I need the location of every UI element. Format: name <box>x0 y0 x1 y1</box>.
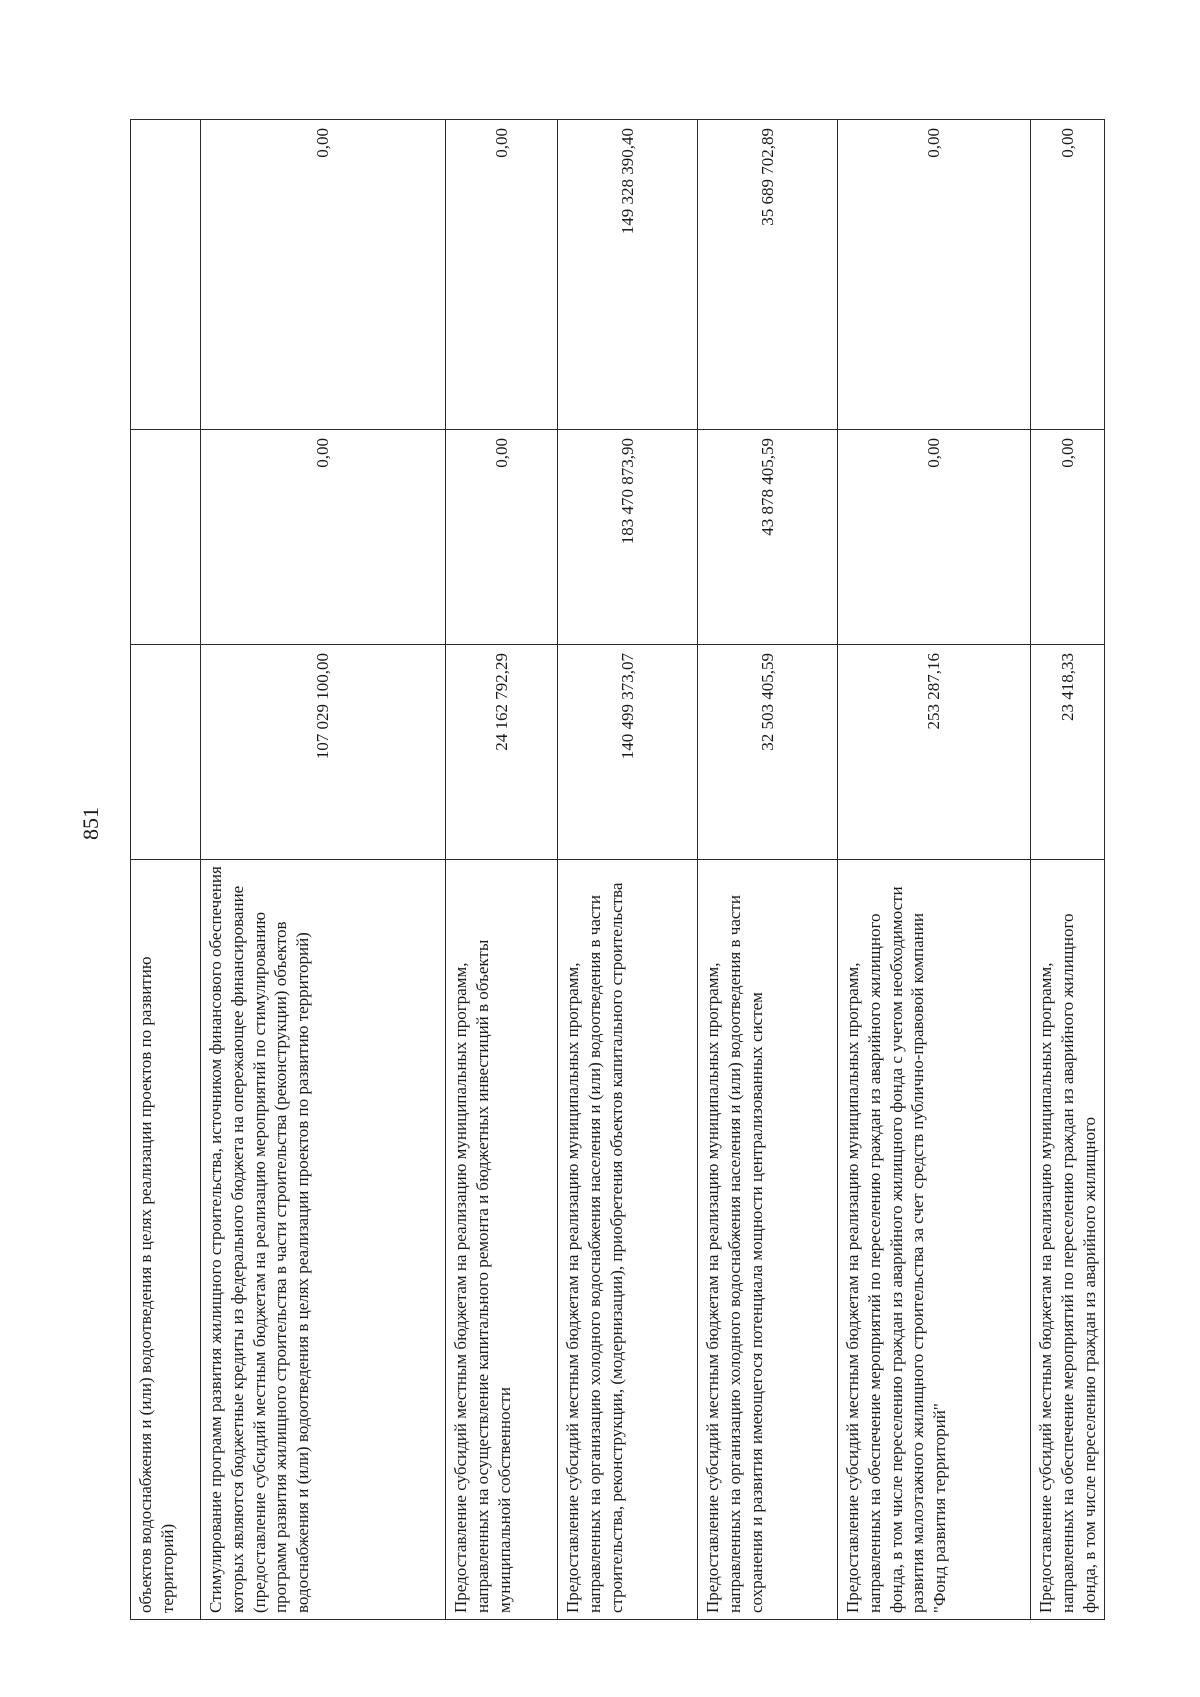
table-row <box>698 120 838 1620</box>
table-row <box>838 120 1031 1620</box>
value-cell-3: 0,00 <box>446 120 558 430</box>
value-cell-3: 0,00 <box>1031 120 1105 430</box>
value-cell-2: 0,00 <box>446 430 558 645</box>
value-cell-1: 253 287,16 <box>838 645 1031 860</box>
value-cell-1: 32 503 405,59 <box>698 645 838 860</box>
value-cell-2: 0,00 <box>838 430 1031 645</box>
row-description: объектов водоснабжения и (или) водоотведения в целях реализации проектов по развитию территорий) <box>131 860 201 1620</box>
value-cell-1: 107 029 100,00 <box>201 645 446 860</box>
table-row <box>201 120 446 1620</box>
value-cell-1: 24 162 792,29 <box>446 645 558 860</box>
value-cell-3: 35 689 702,89 <box>698 120 838 430</box>
value-cell-1: 140 499 373,07 <box>558 645 698 860</box>
value-cell-3: 0,00 <box>838 120 1031 430</box>
table-row <box>446 120 558 1620</box>
row-description: Предоставление субсидий местным бюджетам на реализацию муниципальных программ, направленных на осуществление капитального ремонта и бюджетных инвестиций в объекты муниципальной собственности <box>446 860 558 1620</box>
value-cell-3: 0,00 <box>201 120 446 430</box>
budget-table <box>130 119 1105 1620</box>
rotated-page-content <box>130 120 1099 1620</box>
value-cell-2: 0,00 <box>1031 430 1105 645</box>
value-cell-2 <box>131 430 201 645</box>
value-cell-2: 183 470 873,90 <box>558 430 698 645</box>
row-description: Стимулирование программ развития жилищного строительства, источником финансового обеспечения которых являются бюджетные кредиты из федерального бюджета на опережающее финансирование (предоставление субсидий местным бюджетам на реализацию мероприятий по стимулированию программ развития жилищного строительства в части строительства (реконструкции) объектов водоснабжения и (или) водоотведения в целях реализации проектов по развитию территорий) <box>201 860 446 1620</box>
value-cell-1: 23 418,33 <box>1031 645 1105 860</box>
table-row <box>1031 120 1105 1620</box>
table-row <box>558 120 698 1620</box>
value-cell-2: 43 878 405,59 <box>698 430 838 645</box>
row-description: Предоставление субсидий местным бюджетам на реализацию муниципальных программ, направленных на обеспечение мероприятий по переселению граждан из аварийного жилищного фонда, в том числе переселению граждан из аварийного жилищного <box>1031 860 1105 1620</box>
value-cell-3: 149 328 390,40 <box>558 120 698 430</box>
page-number: 851 <box>78 807 103 840</box>
table-row <box>131 120 201 1620</box>
value-cell-3 <box>131 120 201 430</box>
row-description: Предоставление субсидий местным бюджетам на реализацию муниципальных программ, направленных на организацию холодного водоснабжения населения и (или) водоотведения в части сохранения и развития имеющегося потенциала мощности централизованных систем <box>698 860 838 1620</box>
value-cell-2: 0,00 <box>201 430 446 645</box>
row-description: Предоставление субсидий местным бюджетам на реализацию муниципальных программ, направленных на обеспечение мероприятий по переселению граждан из аварийного жилищного фонда, в том числе переселению граждан из аварийного жилищного фонда с учетом необходимости развития малоэтажного жилищного строительства за счет средств публично-правовой компании "Фонд развития территорий" <box>838 860 1031 1620</box>
value-cell-1 <box>131 645 201 860</box>
row-description: Предоставление субсидий местным бюджетам на реализацию муниципальных программ, направленных на организацию холодного водоснабжения населения и (или) водоотведения в части строительства, реконструкции, (модернизации), приобретения объектов капитального строительства <box>558 860 698 1620</box>
